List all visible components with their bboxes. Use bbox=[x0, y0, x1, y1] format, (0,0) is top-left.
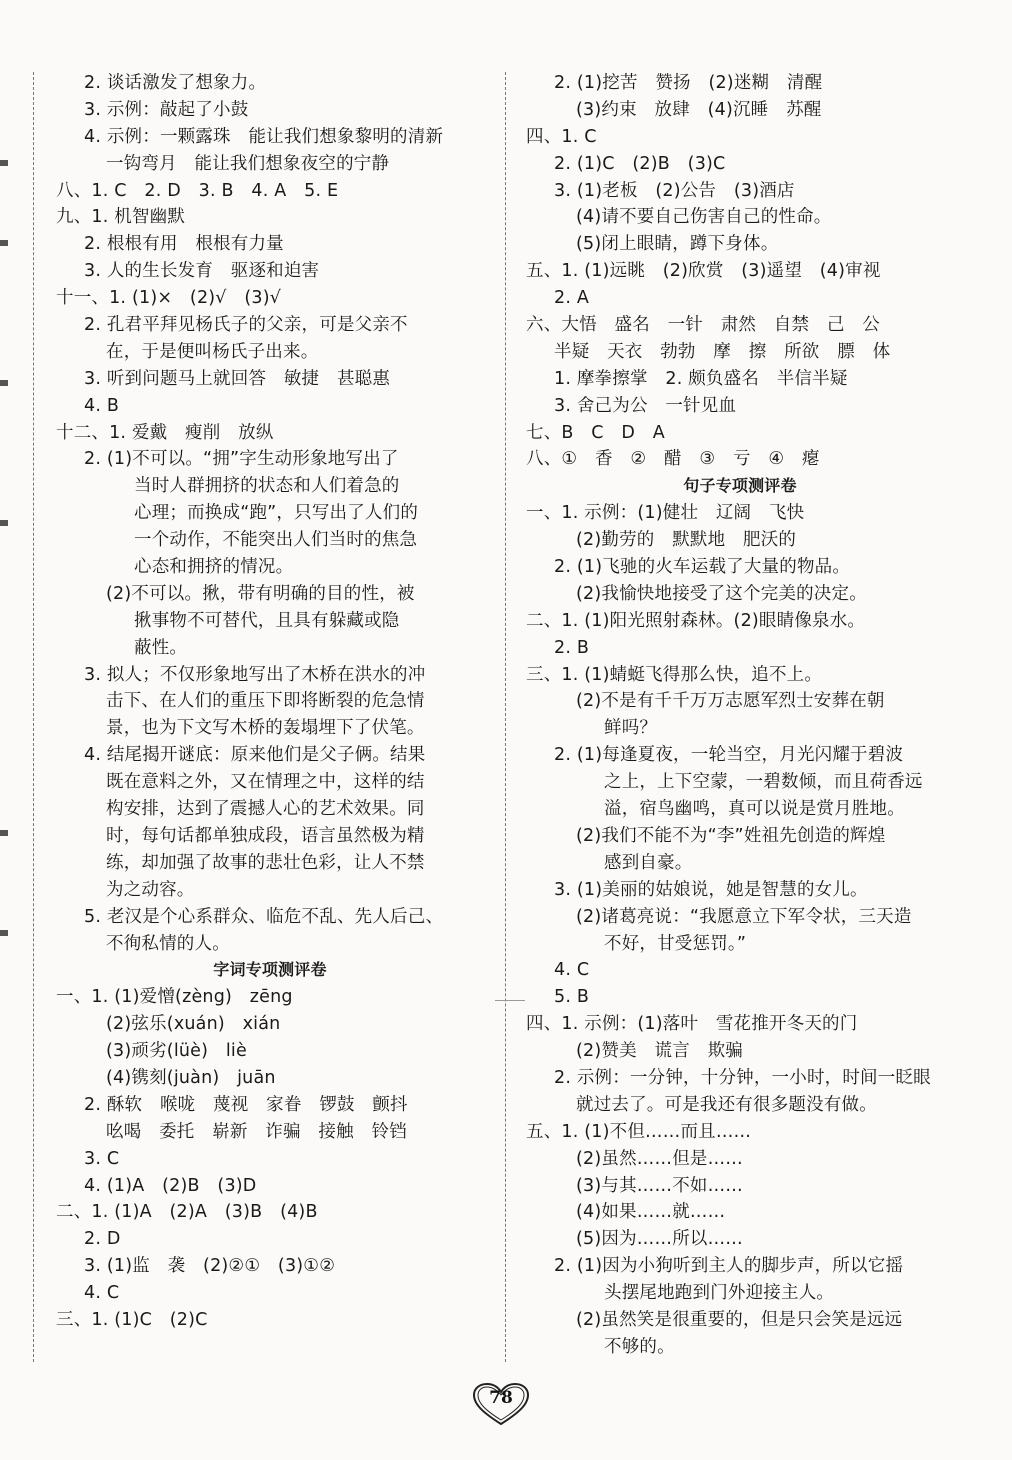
answer-line: 3. 舍己为公 一针见血 bbox=[554, 395, 737, 416]
answer-line: 一、1. 示例：(1)健壮 辽阔 飞快 bbox=[526, 503, 805, 524]
answer-line: 景，也为下文写木桥的轰塌埋下了伏笔。 bbox=[106, 718, 425, 739]
answer-line: (2)弦乐(xuán) xián bbox=[106, 1014, 281, 1035]
answer-line: 六、大悟 盛名 一针 肃然 自禁 己 公 bbox=[526, 315, 880, 336]
answer-line: 2. 示例：一分钟，十分钟，一小时，时间一眨眼 bbox=[554, 1067, 931, 1088]
answer-line: 不好，甘受惩罚。” bbox=[604, 933, 747, 954]
answer-line: 九、1. 机智幽默 bbox=[56, 207, 186, 228]
answer-line: 2. 谈话激发了想象力。 bbox=[84, 73, 267, 93]
answer-line: 4. C bbox=[554, 960, 590, 981]
answer-line: 心态和拥挤的情况。 bbox=[134, 557, 294, 578]
answer-line: 2. 孔君平拜见杨氏子的父亲，可是父亲不 bbox=[84, 315, 408, 336]
answer-line: 3. (1)老板 (2)公告 (3)酒店 bbox=[554, 180, 795, 201]
answer-line: (5)闭上眼睛，蹲下身体。 bbox=[576, 234, 779, 255]
answer-line: 4. (1)A (2)B (3)D bbox=[84, 1175, 257, 1196]
answer-line: 5. 老汉是个心系群众、临危不乱、先人后己、 bbox=[84, 906, 444, 927]
answer-line: 3. C bbox=[84, 1148, 120, 1169]
answer-line: 当时人群拥挤的状态和人们着急的 bbox=[134, 476, 400, 497]
answer-line: 心理；而换成“跑”，只写出了人们的 bbox=[134, 503, 419, 524]
answer-line: (4)镌刻(juàn) juān bbox=[106, 1067, 276, 1088]
answer-line: (4)请不要自己伤害自己的性命。 bbox=[576, 207, 832, 228]
answer-line: 2. (1)每逢夏夜，一轮当空，月光闪耀于碧波 bbox=[554, 745, 904, 766]
answer-line: 不徇私情的人。 bbox=[106, 933, 230, 954]
answer-line: 五、1. (1)远眺 (2)欣赏 (3)遥望 (4)审视 bbox=[526, 261, 881, 282]
section-heading-word-test: 字词专项测评卷 bbox=[213, 960, 327, 980]
answer-line: 之上，上下空蒙，一碧数倾，而且荷香远 bbox=[604, 772, 923, 793]
answer-line: 2. (1)飞驰的火车运载了大量的物品。 bbox=[554, 557, 851, 578]
answer-line: 时，每句话都单独成段，语言虽然极为精 bbox=[106, 825, 425, 846]
answer-line: 4. 结尾揭开谜底：原来他们是父子俩。结果 bbox=[84, 745, 426, 766]
answer-line: 五、1. (1)不但……而且…… bbox=[526, 1121, 752, 1142]
answer-line: (3)约束 放肆 (4)沉睡 苏醒 bbox=[576, 99, 822, 120]
answer-line: 3. 拟人；不仅形象地写出了木桥在洪水的冲 bbox=[84, 664, 426, 685]
answer-line: 击下、在人们的重压下即将断裂的危急情 bbox=[106, 691, 425, 712]
answer-line: 吆喝 委托 崭新 诈骗 接触 铃铛 bbox=[106, 1121, 407, 1142]
answer-line: 鲜吗？ bbox=[604, 718, 658, 739]
answer-line: 四、1. 示例：(1)落叶 雪花推开冬天的门 bbox=[526, 1014, 858, 1035]
answer-line: 二、1. (1)阳光照射森林。(2)眼睛像泉水。 bbox=[526, 610, 866, 631]
answer-line: (2)虽然……但是…… bbox=[576, 1148, 743, 1169]
answer-line: 2. (1)C (2)B (3)C bbox=[554, 153, 726, 174]
answer-line: (2)勤劳的 默默地 肥沃的 bbox=[576, 530, 797, 551]
answer-line: (2)不是有千千万万志愿军烈士安葬在朝 bbox=[576, 691, 885, 712]
answer-line: 2. (1)因为小狗听到主人的脚步声，所以它摇 bbox=[554, 1256, 904, 1277]
column-divider bbox=[505, 72, 506, 1362]
answer-line: (2)不可以。揪，带有明确的目的性，被 bbox=[106, 583, 415, 604]
answer-line: 3. (1)美丽的姑娘说，她是智慧的女儿。 bbox=[554, 879, 868, 900]
answer-line: 感到自豪。 bbox=[604, 852, 693, 873]
answer-line: 3. 听到问题马上就回答 敏捷 甚聪惠 bbox=[84, 368, 391, 389]
scan-edge-marks bbox=[0, 140, 10, 960]
answer-line: 十一、1. (1)× (2)√ (3)√ bbox=[56, 288, 282, 309]
answer-line: 三、1. (1)C (2)C bbox=[56, 1309, 208, 1330]
answer-line: 2. D bbox=[84, 1229, 121, 1250]
answer-line: 半疑 天衣 勃勃 摩 擦 所欲 膘 体 bbox=[554, 341, 891, 362]
answer-line: (3)顽劣(lüè) liè bbox=[106, 1041, 247, 1062]
answer-line: 4. C bbox=[84, 1283, 120, 1304]
answer-line: 4. B bbox=[84, 395, 120, 416]
answer-line: 一钩弯月 能让我们想象夜空的宁静 bbox=[106, 153, 390, 174]
answer-line: 1. 摩拳擦掌 2. 颇负盛名 半信半疑 bbox=[554, 368, 848, 389]
answer-line: 蔽性。 bbox=[134, 637, 188, 658]
answer-line: 二、1. (1)A (2)A (3)B (4)B bbox=[56, 1202, 318, 1223]
answer-line: (2)赞美 谎言 欺骗 bbox=[576, 1041, 743, 1062]
answer-line: 3. 人的生长发育 驱逐和迫害 bbox=[84, 261, 320, 282]
answer-line: 3. 示例：敲起了小鼓 bbox=[84, 99, 249, 120]
answer-line: 就过去了。可是我还有很多题没有做。 bbox=[576, 1094, 877, 1115]
answer-line: (3)与其……不如…… bbox=[576, 1175, 743, 1196]
answer-line: 一个动作，不能突出人们当时的焦急 bbox=[134, 530, 418, 551]
answer-line: (5)因为……所以…… bbox=[576, 1229, 743, 1250]
section-heading-sentence-test: 句子专项测评卷 bbox=[683, 476, 797, 496]
answer-line: 七、B C D A bbox=[526, 422, 665, 443]
answer-line: 2. 酥软 喉咙 蔑视 家眷 锣鼓 颤抖 bbox=[84, 1094, 408, 1115]
answer-line: 一、1. (1)爱憎(zèng) zēng bbox=[56, 987, 293, 1008]
answer-line: (4)如果……就…… bbox=[576, 1202, 726, 1223]
answer-line: 构安排，达到了震撼人心的艺术效果。同 bbox=[106, 799, 425, 820]
page-number: 78 bbox=[489, 1388, 513, 1408]
answer-line: 三、1. (1)蜻蜓飞得那么快，追不上。 bbox=[526, 664, 823, 685]
answer-line: 八、1. C 2. D 3. B 4. A 5. E bbox=[56, 180, 339, 201]
answer-line: 不够的。 bbox=[604, 1336, 675, 1357]
answer-line: (2)诸葛亮说：“我愿意立下军令状，三天造 bbox=[576, 906, 912, 927]
answer-line: 四、1. C bbox=[526, 126, 597, 147]
answer-line: 头摆尾地跑到门外迎接主人。 bbox=[604, 1283, 835, 1304]
answer-line: 2. (1)不可以。“拥”字生动形象地写出了 bbox=[84, 449, 399, 470]
answer-line: (2)我们不能不为“李”姓祖先创造的辉煌 bbox=[576, 825, 886, 846]
answer-line: 揪事物不可替代，且具有躲藏或隐 bbox=[134, 610, 400, 631]
answer-line: 2. A bbox=[554, 288, 590, 309]
answer-line: 既在意料之外，又在情理之中，这样的结 bbox=[106, 772, 425, 793]
answer-line: 4. 示例：一颗露珠 能让我们想象黎明的清新 bbox=[84, 126, 444, 147]
answer-line: 在，于是便叫杨氏子出来。 bbox=[106, 341, 319, 362]
page-number-badge bbox=[472, 1382, 530, 1426]
answer-line: 3. (1)监 袭 (2)②① (3)①② bbox=[84, 1256, 336, 1277]
answer-line: 2. 根根有用 根根有力量 bbox=[84, 234, 284, 255]
answer-line: 2. B bbox=[554, 637, 590, 658]
answer-line: 2. (1)挖苦 赞扬 (2)迷糊 清醒 bbox=[554, 73, 823, 93]
left-column bbox=[50, 70, 490, 1334]
left-margin-divider bbox=[33, 72, 34, 1362]
answer-line: 练，却加强了故事的悲壮色彩，让人不禁 bbox=[106, 852, 425, 873]
answer-line: 八、① 香 ② 醋 ③ 亏 ④ 瘪 bbox=[526, 449, 820, 470]
answer-line: 溢，宿鸟幽鸣，真可以说是赏月胜地。 bbox=[604, 799, 905, 820]
answer-line: 为之动容。 bbox=[106, 879, 195, 900]
answer-line: 十二、1. 爱戴 瘦削 放纵 bbox=[56, 422, 274, 443]
right-column bbox=[520, 70, 960, 1361]
answer-line: (2)我愉快地接受了这个完美的决定。 bbox=[576, 583, 867, 604]
answer-line: (2)虽然笑是很重要的，但是只会笑是远远 bbox=[576, 1309, 903, 1330]
answer-line: 5. B bbox=[554, 987, 590, 1008]
